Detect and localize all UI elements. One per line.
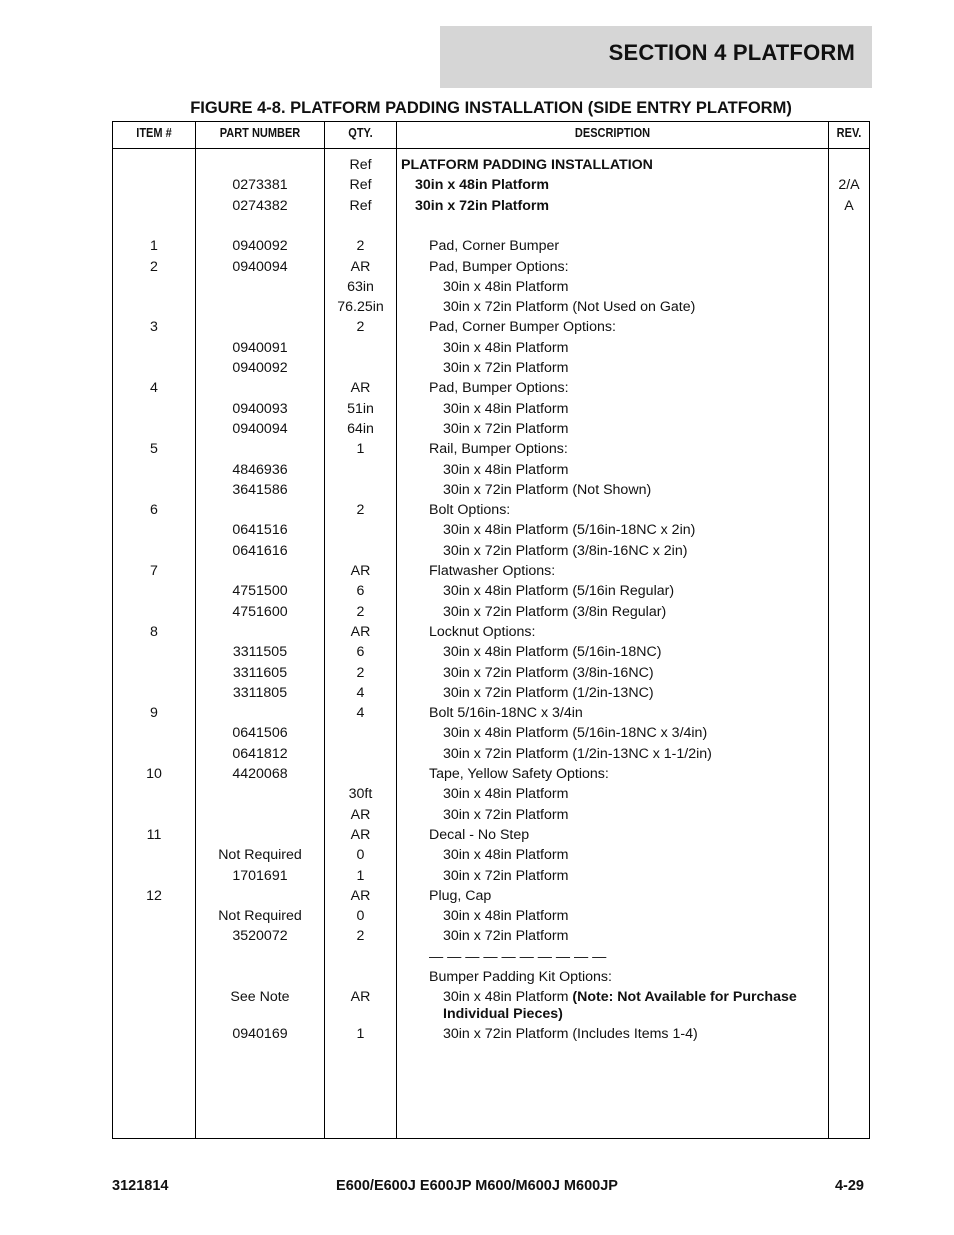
table-row bbox=[113, 806, 869, 826]
qty-cell: AR bbox=[350, 563, 371, 579]
description-text: 30in x 72in Platform (1/2in-13NC) bbox=[443, 684, 654, 701]
description-cell bbox=[397, 501, 859, 519]
description-cell bbox=[397, 542, 873, 560]
description-text: 30in x 72in Platform bbox=[443, 867, 569, 884]
qty-cell: 1 bbox=[356, 441, 365, 458]
table-row bbox=[113, 318, 869, 338]
section-title: SECTION 4 PLATFORM bbox=[608, 40, 855, 65]
description-cell bbox=[397, 359, 873, 377]
description-cell bbox=[397, 664, 873, 682]
section-header bbox=[440, 26, 872, 88]
table-row bbox=[113, 907, 869, 927]
part-number-cell: 0940094 bbox=[232, 420, 288, 437]
description-cell bbox=[397, 907, 873, 925]
qty-cell: 1 bbox=[356, 1026, 365, 1043]
description-cell bbox=[397, 582, 873, 600]
description-cell bbox=[397, 887, 859, 905]
qty-cell: 63in bbox=[347, 278, 374, 295]
description-text: 30in x 72in Platform bbox=[443, 928, 569, 945]
description-text: Tape, Yellow Safety Options: bbox=[429, 766, 609, 782]
column-header-qty: QTY. bbox=[348, 126, 373, 140]
column-header-part-number: PART NUMBER bbox=[219, 126, 301, 140]
part-number-cell: 0940093 bbox=[232, 400, 288, 417]
item-cell: 4 bbox=[150, 380, 158, 397]
part-number-cell: 0273381 bbox=[232, 177, 288, 194]
part-number-cell: 0641812 bbox=[232, 745, 288, 762]
description-cell bbox=[397, 724, 873, 742]
description-cell bbox=[397, 867, 873, 885]
description-cell bbox=[397, 826, 859, 844]
part-number-cell: Not Required bbox=[218, 908, 302, 925]
table-row bbox=[113, 298, 869, 318]
qty-cell: 64in bbox=[347, 420, 374, 437]
description-cell bbox=[397, 339, 873, 357]
table-row bbox=[113, 582, 869, 602]
column-header-description: DESCRIPTION bbox=[574, 126, 651, 140]
table-row bbox=[113, 562, 869, 582]
description-note: (Note: Not Available for Purchase bbox=[572, 989, 797, 1006]
table-row bbox=[113, 765, 869, 785]
part-number-cell: 0940092 bbox=[232, 360, 288, 376]
description-text: Pad, Corner Bumper Options: bbox=[429, 319, 616, 336]
table-row bbox=[113, 948, 869, 968]
description-text: 30in x 72in Platform bbox=[443, 360, 569, 376]
table-row bbox=[113, 887, 869, 907]
qty-cell: AR bbox=[350, 623, 371, 640]
description-cell bbox=[397, 988, 873, 1023]
table-row bbox=[113, 359, 869, 379]
table-row bbox=[113, 846, 869, 866]
description-text: Plug, Cap bbox=[429, 887, 492, 904]
description-cell bbox=[397, 1025, 873, 1043]
description-text: 30in x 72in Platform (Not Used on Gate) bbox=[443, 299, 696, 316]
table-row bbox=[113, 237, 869, 257]
description-cell bbox=[397, 156, 831, 174]
parts-table bbox=[112, 121, 870, 1139]
qty-cell: 4 bbox=[356, 705, 365, 722]
description-text: 30in x 72in Platform (Includes Items 1-4) bbox=[443, 1026, 698, 1043]
qty-cell: 0 bbox=[356, 908, 365, 925]
description-text: Pad, Bumper Options: bbox=[429, 380, 569, 397]
table-row bbox=[113, 664, 869, 684]
description-cell bbox=[397, 176, 845, 194]
rev-cell: 2/A bbox=[838, 177, 860, 194]
table-row bbox=[113, 217, 869, 237]
description-cell bbox=[397, 623, 859, 641]
item-cell: 7 bbox=[150, 563, 158, 579]
table-row bbox=[113, 176, 869, 196]
qty-cell: Ref bbox=[349, 177, 372, 194]
item-cell: 2 bbox=[150, 258, 158, 275]
description-cell bbox=[397, 258, 859, 276]
table-row bbox=[113, 379, 869, 399]
description-text: Locknut Options: bbox=[429, 623, 536, 640]
qty-cell: 2 bbox=[356, 603, 365, 620]
qty-cell: 76.25in bbox=[337, 299, 384, 316]
description-cell bbox=[397, 643, 873, 661]
table-row bbox=[113, 643, 869, 663]
description-cell bbox=[397, 806, 873, 824]
description-cell bbox=[397, 765, 859, 783]
table-row bbox=[113, 603, 869, 623]
description-text: 30in x 48in Platform bbox=[443, 461, 569, 478]
description-cell bbox=[397, 440, 859, 458]
description-cell bbox=[397, 684, 873, 702]
table-row bbox=[113, 400, 869, 420]
description-text: 30in x 72in Platform (Not Shown) bbox=[443, 481, 652, 498]
table-row bbox=[113, 197, 869, 217]
description-text: 30in x 48in Platform bbox=[443, 278, 569, 295]
table-row bbox=[113, 440, 869, 460]
description-text: 30in x 72in Platform (3/8in-16NC x 2in) bbox=[443, 542, 688, 559]
description-cell bbox=[397, 379, 859, 397]
table-row bbox=[113, 867, 869, 887]
part-number-cell: 3311505 bbox=[232, 644, 288, 661]
table-row bbox=[113, 258, 869, 278]
description-text: 30in x 48in Platform bbox=[443, 339, 569, 356]
item-cell: 3 bbox=[150, 319, 158, 336]
description-text: 30in x 72in Platform (3/8in Regular) bbox=[443, 603, 667, 620]
table-row bbox=[113, 623, 869, 643]
description-cell bbox=[397, 785, 873, 803]
table-row bbox=[113, 927, 869, 947]
part-number-cell: 0274382 bbox=[232, 197, 288, 214]
part-number-cell: 3311605 bbox=[232, 664, 288, 681]
table-row bbox=[113, 278, 869, 298]
table-row bbox=[113, 988, 869, 1023]
table-row bbox=[113, 1025, 869, 1045]
description-cell bbox=[397, 745, 873, 763]
description-text: — — — — — — — — — — bbox=[429, 948, 607, 965]
rev-cell: A bbox=[844, 197, 854, 214]
table-row bbox=[113, 339, 869, 359]
qty-cell: 0 bbox=[356, 847, 365, 864]
description-cell bbox=[397, 927, 873, 945]
table-row bbox=[113, 481, 869, 501]
part-number-cell: 4751600 bbox=[232, 603, 288, 620]
description-text: 30in x 48in Platform bbox=[443, 908, 569, 925]
part-number-cell: 0641616 bbox=[232, 542, 288, 559]
description-text: 30in x 72in Platform bbox=[443, 806, 569, 823]
part-number-cell: 3311805 bbox=[232, 684, 288, 701]
description-cell bbox=[397, 461, 873, 479]
description-text: PLATFORM PADDING INSTALLATION bbox=[401, 157, 653, 173]
part-number-cell: Not Required bbox=[218, 847, 302, 864]
description-text: Rail, Bumper Options: bbox=[429, 441, 568, 458]
qty-cell: 6 bbox=[356, 644, 365, 661]
part-number-cell: 3520072 bbox=[232, 928, 288, 945]
description-cell bbox=[397, 420, 873, 438]
description-text: 30in x 48in Platform bbox=[443, 847, 569, 864]
qty-cell: 6 bbox=[356, 583, 365, 600]
doc-number: 3121814 bbox=[112, 1178, 169, 1194]
part-number-cell: 0641506 bbox=[232, 725, 288, 742]
item-cell: 1 bbox=[150, 238, 158, 255]
qty-cell: 2 bbox=[356, 238, 365, 255]
table-row bbox=[113, 521, 869, 541]
item-cell: 8 bbox=[150, 623, 158, 640]
qty-cell: 1 bbox=[356, 867, 365, 884]
header-divider bbox=[113, 148, 869, 149]
qty-cell: AR bbox=[350, 806, 371, 823]
description-text: Decal - No Step bbox=[429, 826, 530, 843]
part-number-cell: 4751500 bbox=[232, 583, 288, 600]
description-text: 30in x 48in Platform (5/16in-18NC x 2in) bbox=[443, 522, 696, 539]
table-row bbox=[113, 542, 869, 562]
part-number-cell: 0940091 bbox=[232, 339, 288, 356]
description-cell bbox=[397, 846, 873, 864]
qty-cell: 2 bbox=[356, 664, 365, 681]
part-number-cell: 0641516 bbox=[232, 522, 288, 539]
description-cell bbox=[397, 562, 859, 580]
table-row bbox=[113, 826, 869, 846]
part-number-cell: 0940169 bbox=[232, 1026, 288, 1043]
item-cell: 9 bbox=[150, 705, 158, 722]
table-row bbox=[113, 968, 869, 988]
description-text: 30in x 48in Platform (5/16in-18NC) bbox=[443, 644, 662, 661]
qty-cell: 4 bbox=[356, 684, 365, 701]
column-header-item: ITEM # bbox=[136, 126, 172, 140]
table-row bbox=[113, 501, 869, 521]
description-text: Pad, Bumper Options: bbox=[429, 258, 569, 275]
description-text: 30in x 72in Platform (3/8in-16NC) bbox=[443, 664, 654, 681]
table-row bbox=[113, 704, 869, 724]
description-cell bbox=[397, 704, 859, 722]
description-cell bbox=[397, 521, 873, 539]
qty-cell: AR bbox=[350, 887, 371, 904]
description-text: 30in x 48in Platform (5/16in-18NC x 3/4in) bbox=[443, 725, 708, 742]
table-row bbox=[113, 785, 869, 805]
model-list: E600/E600J E600JP M600/M600J M600JP bbox=[336, 1178, 618, 1194]
description-cell bbox=[397, 968, 859, 986]
description-cell bbox=[397, 298, 873, 316]
description-text: 30in x 48in Platform bbox=[443, 400, 569, 417]
item-cell: 5 bbox=[150, 441, 158, 458]
item-cell: 6 bbox=[150, 502, 158, 519]
description-text: 30in x 72in Platform bbox=[443, 420, 569, 437]
part-number-cell: 0940094 bbox=[232, 258, 288, 275]
part-number-cell: 0940092 bbox=[232, 238, 288, 255]
qty-cell: AR bbox=[350, 826, 371, 843]
description-text: Flatwasher Options: bbox=[429, 563, 556, 579]
item-cell: 10 bbox=[146, 766, 162, 782]
item-cell: 11 bbox=[146, 826, 162, 843]
part-number-cell: 3641586 bbox=[232, 481, 288, 498]
part-number-cell: 1701691 bbox=[232, 867, 288, 884]
part-number-cell: 4420068 bbox=[232, 766, 288, 782]
qty-cell: AR bbox=[350, 380, 371, 397]
description-cell bbox=[397, 197, 845, 215]
description-cell bbox=[397, 318, 859, 336]
column-header-rev: REV. bbox=[836, 126, 862, 140]
description-text: 30in x 48in Platform bbox=[415, 177, 550, 194]
description-text: 30in x 48in Platform (5/16in Regular) bbox=[443, 583, 675, 600]
description-text: Bolt Options: bbox=[429, 502, 511, 519]
figure-title: FIGURE 4-8. PLATFORM PADDING INSTALLATION (SIDE ENTRY PLATFORM) bbox=[190, 99, 792, 117]
description-text: 30in x 72in Platform (1/2in-13NC x 1-1/2in) bbox=[443, 745, 712, 762]
description-note-continued: Individual Pieces) bbox=[443, 1006, 563, 1023]
description-text: 30in x 48in Platform bbox=[443, 989, 573, 1006]
table-row bbox=[113, 420, 869, 440]
description-cell bbox=[397, 481, 873, 499]
table-row bbox=[113, 745, 869, 765]
part-number-cell: See Note bbox=[230, 989, 290, 1006]
description-cell bbox=[397, 278, 873, 296]
table-row bbox=[113, 684, 869, 704]
description-text: Bumper Padding Kit Options: bbox=[429, 969, 612, 985]
qty-cell: AR bbox=[350, 258, 371, 275]
item-cell: 12 bbox=[146, 887, 162, 904]
qty-cell: 30ft bbox=[348, 786, 373, 803]
qty-cell: 2 bbox=[356, 502, 365, 519]
qty-cell: 2 bbox=[356, 319, 365, 336]
description-text: 30in x 72in Platform bbox=[415, 197, 550, 214]
description-cell bbox=[397, 603, 873, 621]
description-cell bbox=[397, 237, 859, 255]
qty-cell: Ref bbox=[349, 157, 372, 173]
table-row bbox=[113, 724, 869, 744]
qty-cell: Ref bbox=[349, 197, 372, 214]
table-row bbox=[113, 461, 869, 481]
table-row bbox=[113, 156, 869, 176]
qty-cell: 51in bbox=[347, 400, 374, 417]
part-number-cell: 4846936 bbox=[232, 461, 288, 478]
qty-cell: AR bbox=[350, 989, 371, 1006]
page-number: 4-29 bbox=[834, 1178, 864, 1194]
description-cell bbox=[397, 948, 859, 966]
description-text: 30in x 48in Platform bbox=[443, 786, 569, 803]
description-cell bbox=[397, 400, 873, 418]
description-text: Bolt 5/16in-18NC x 3/4in bbox=[429, 705, 583, 722]
description-text: Pad, Corner Bumper bbox=[429, 238, 560, 255]
qty-cell: 2 bbox=[356, 928, 365, 945]
